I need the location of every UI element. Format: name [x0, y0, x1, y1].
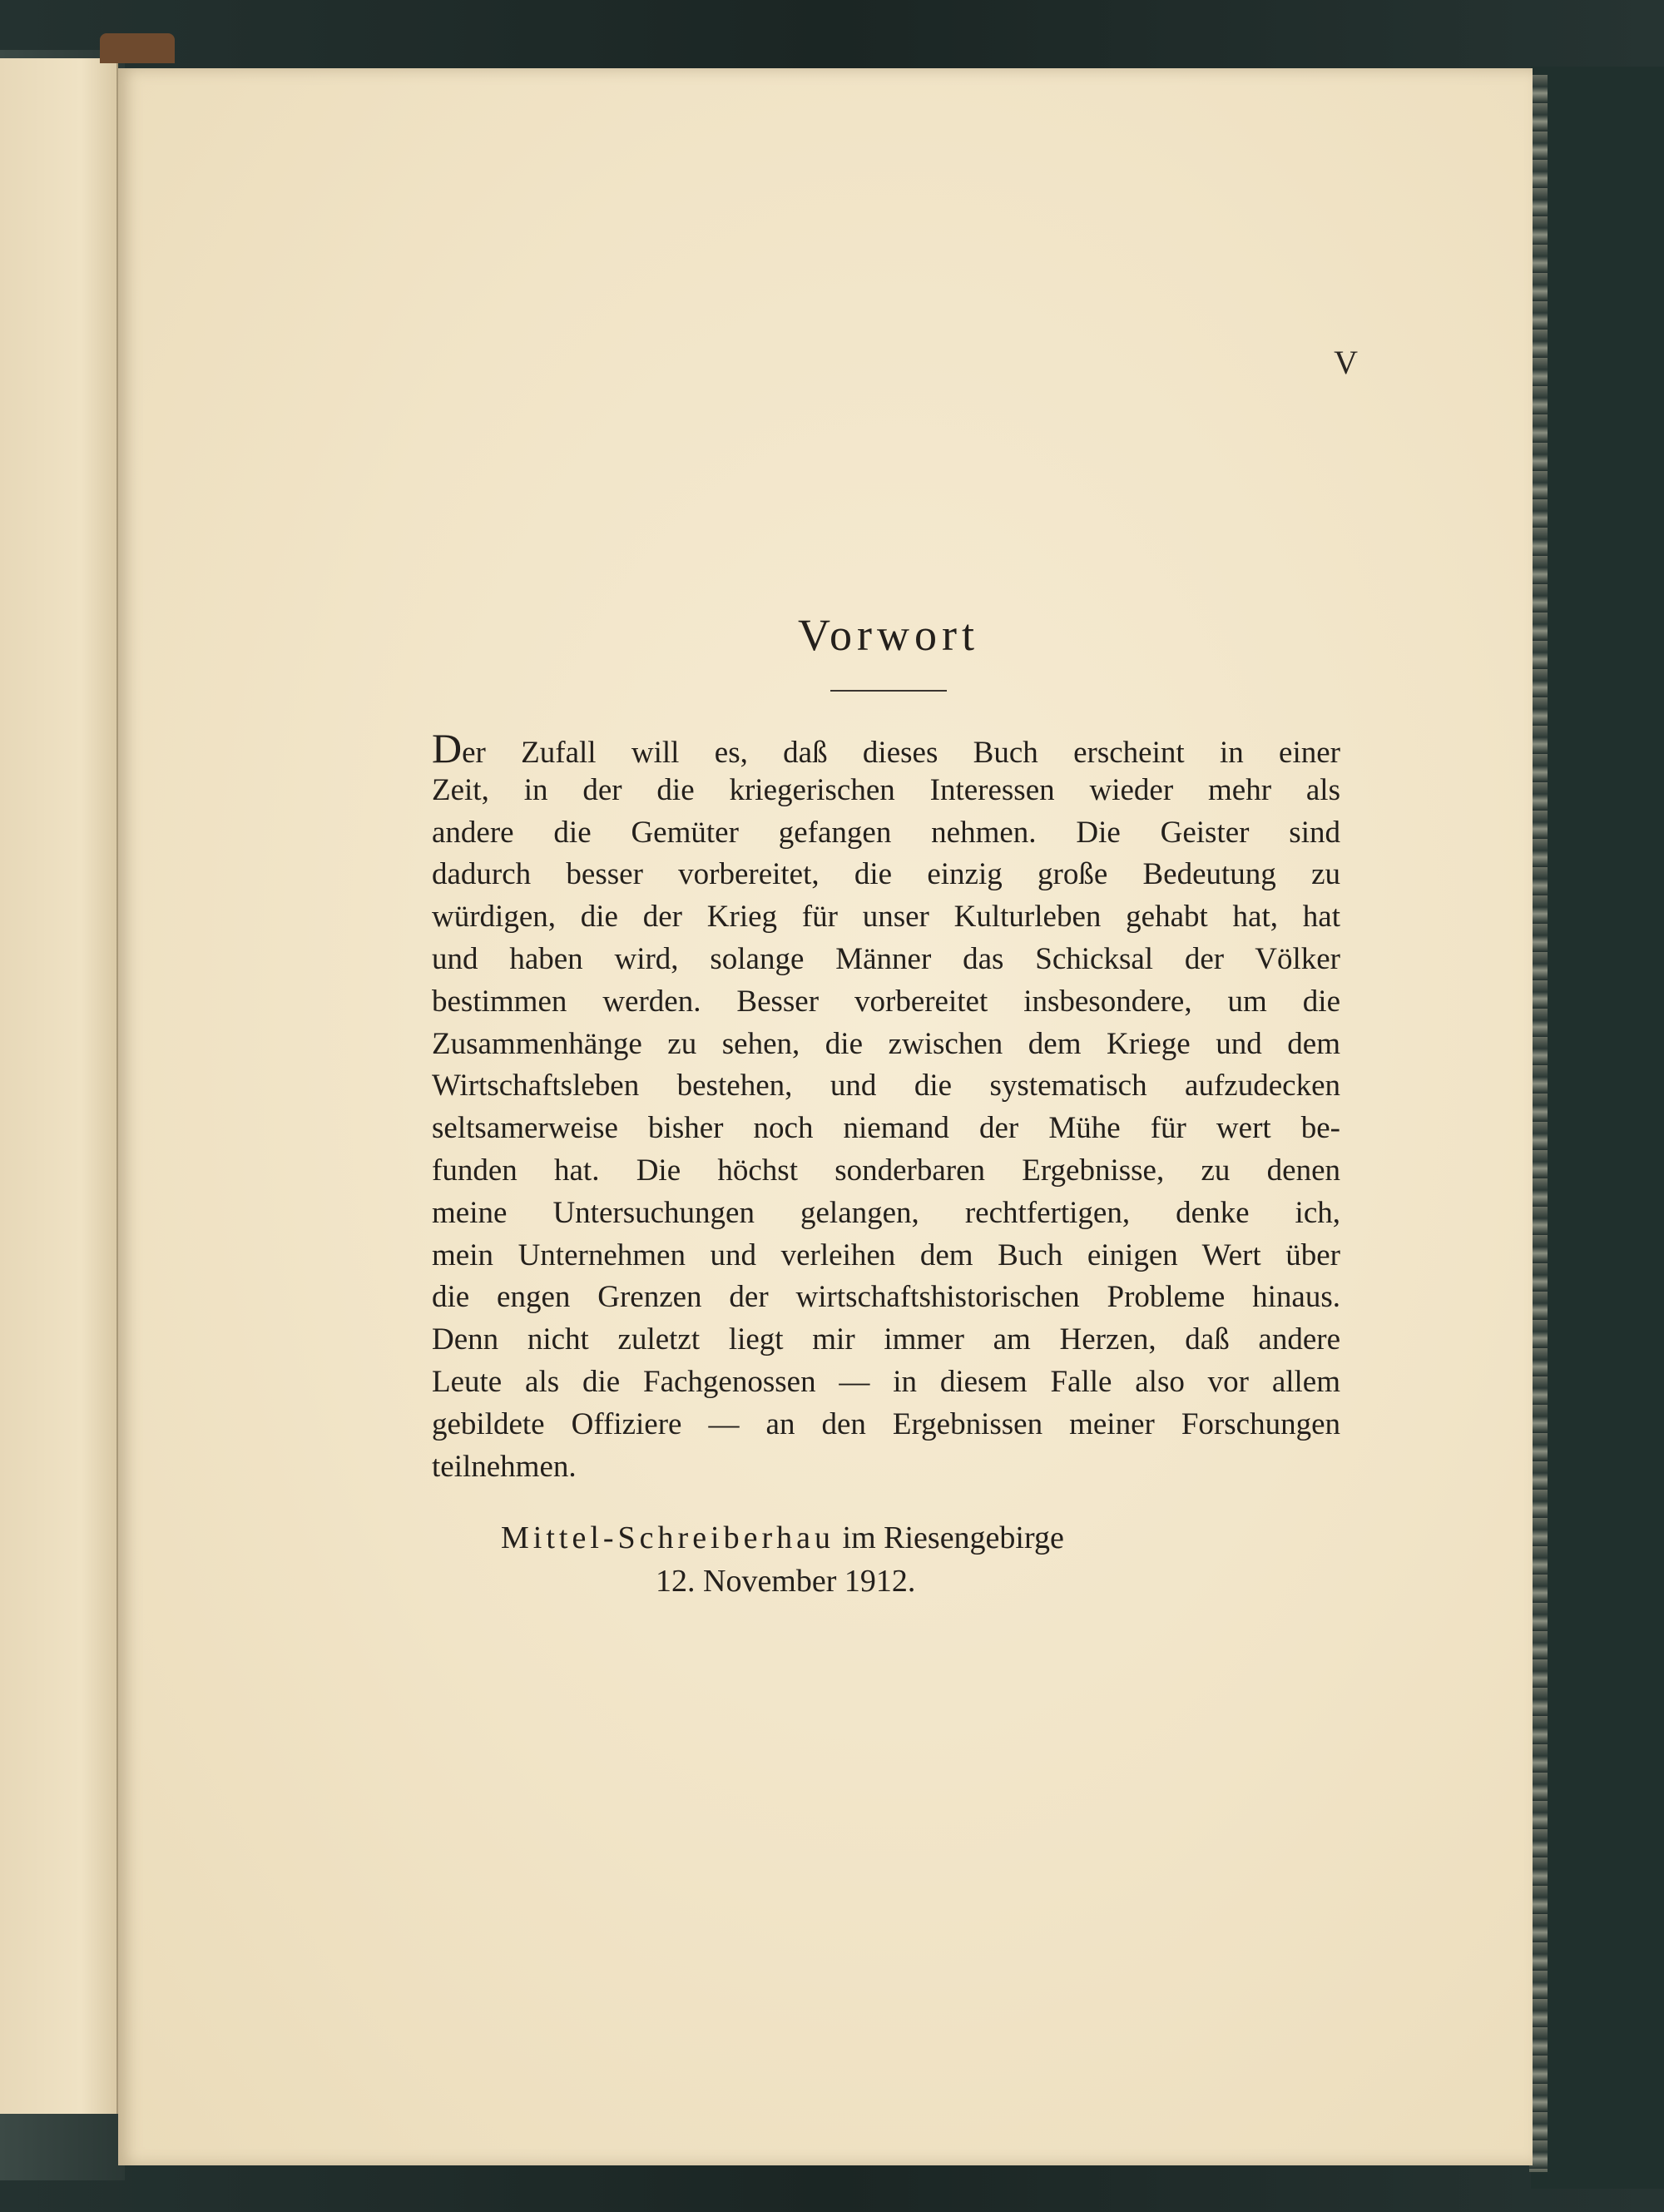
paragraph-line: Leute als die Fachgenossen — in diesem Falle also vor allem	[432, 1364, 1340, 1399]
paragraph-line	[432, 727, 1340, 770]
preface-paragraph	[432, 727, 1340, 1488]
paragraph-line: funden hat. Die höchst sonderbaren Ergebnisse, zu denen	[432, 1153, 1340, 1188]
paragraph-line: seltsamerweise bisher noch niemand der Mühe für wert be-	[432, 1111, 1340, 1146]
book-headband	[100, 33, 175, 63]
paragraph-line: dadurch besser vorbereitet, die einzig große Bedeutung zu	[432, 857, 1340, 892]
drop-cap: D	[432, 725, 463, 771]
signature-place	[501, 1516, 1250, 1560]
signature-block	[501, 1516, 1250, 1603]
paragraph-line: die engen Grenzen der wirtschaftshistorischen Probleme hinaus.	[432, 1280, 1340, 1315]
paragraph-line: und haben wird, solange Männer das Schicksal der Völker	[432, 941, 1340, 976]
signature-place-spaced: Mittel-Schreiberhau	[501, 1520, 835, 1555]
title-underline-rule	[830, 690, 947, 692]
signature-place-rest: im Riesengebirge	[834, 1520, 1064, 1555]
paragraph-line: Denn nicht zuletzt liegt mir immer am Herzen, daß andere	[432, 1322, 1340, 1357]
paragraph-line: würdigen, die der Krieg für unser Kulturleben gehabt hat, hat	[432, 900, 1340, 935]
paragraph-line: mein Unternehmen und verleihen dem Buch einigen Wert über	[432, 1237, 1340, 1272]
paragraph-line: Wirtschaftsleben bestehen, und die systematisch aufzudecken	[432, 1069, 1340, 1104]
paragraph-line: bestimmen werden. Besser vorbereitet insbesondere, um die	[432, 984, 1340, 1019]
paragraph-line: andere die Gemüter gefangen nehmen. Die Geister sind	[432, 815, 1340, 850]
page-number: V	[1334, 344, 1358, 381]
paragraph-line: meine Untersuchungen gelangen, rechtfertigen, denke ich,	[432, 1195, 1340, 1230]
right-cover	[1531, 67, 1664, 2189]
left-page-edge	[0, 58, 118, 2114]
page-title: Vorwort	[797, 610, 979, 660]
paragraph-line: Zusammenhänge zu sehen, die zwischen dem Kriege und dem	[432, 1026, 1340, 1061]
first-line-text: er Zufall will es, daß dieses Buch erscheint in einer	[462, 736, 1340, 770]
paragraph-line: teilnehmen.	[432, 1449, 577, 1484]
paragraph-line: gebildete Offiziere — an den Ergebnissen meiner Forschungen	[432, 1406, 1340, 1441]
book-page	[118, 68, 1533, 2165]
signature-date: 12. November 1912.	[656, 1564, 916, 1599]
paragraph-line: Zeit, in der die kriegerischen Interessen wieder mehr als	[432, 772, 1340, 807]
